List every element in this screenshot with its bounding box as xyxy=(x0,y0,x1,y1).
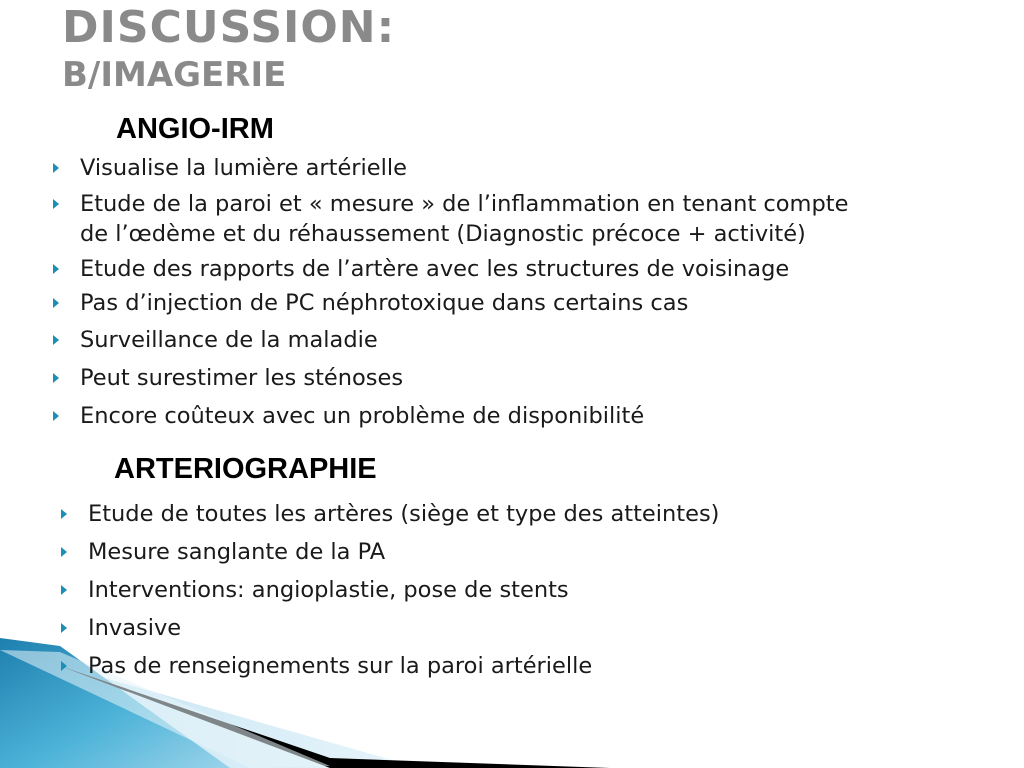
title-line-2: B/IMAGERIE xyxy=(62,55,287,95)
list-item-text: Interventions: angioplastie, pose de stents xyxy=(88,577,569,603)
list-item-text: Peut surestimer les sténoses xyxy=(80,365,404,391)
list-item-text: Visualise la lumière artérielle xyxy=(80,155,407,181)
list-item-text: Surveillance de la maladie xyxy=(80,327,378,353)
list-item-text: Invasive xyxy=(88,615,182,641)
list-item-text: Pas de renseignements sur la paroi artérielle xyxy=(88,653,593,679)
title-line-1: DISCUSSION: xyxy=(62,2,396,53)
bullet-arrow-icon xyxy=(61,547,67,557)
list-item xyxy=(61,613,181,643)
list-item-text-continued: de l’œdème et du réhaussement (Diagnostic précoce + activité) xyxy=(80,221,806,247)
bullet-arrow-icon xyxy=(53,199,59,209)
list-item xyxy=(61,499,719,529)
bullet-arrow-icon xyxy=(53,298,59,308)
list-item-text: Mesure sanglante de la PA xyxy=(88,539,386,565)
section-heading-angio-irm: ANGIO-IRM xyxy=(116,113,274,145)
list-item xyxy=(61,575,569,605)
list-item xyxy=(61,537,385,567)
list-item xyxy=(61,651,592,681)
list-item-text: Etude des rapports de l’artère avec les structures de voisinage xyxy=(80,256,790,282)
list-item-text: Pas d’injection de PC néphrotoxique dans certains cas xyxy=(80,290,689,316)
list-item-text: Encore coûteux avec un problème de disponibilité xyxy=(80,403,645,429)
bullet-arrow-icon xyxy=(61,623,67,633)
bullet-arrow-icon xyxy=(53,411,59,421)
bullet-arrow-icon xyxy=(53,163,59,173)
list-item-text: Etude de la paroi et « mesure » de l’inflammation en tenant compte xyxy=(80,191,849,217)
bullet-arrow-icon xyxy=(53,335,59,345)
bullet-arrow-icon xyxy=(61,585,67,595)
bullet-arrow-icon xyxy=(53,264,59,274)
bullet-arrow-icon xyxy=(61,661,67,671)
arteriographie-list xyxy=(61,0,1011,768)
bullet-arrow-icon xyxy=(53,373,59,383)
list-item-text: Etude de toutes les artères (siège et type des atteintes) xyxy=(88,501,720,527)
section-heading-arteriographie: ARTERIOGRAPHIE xyxy=(114,453,377,485)
bullet-arrow-icon xyxy=(61,509,67,519)
